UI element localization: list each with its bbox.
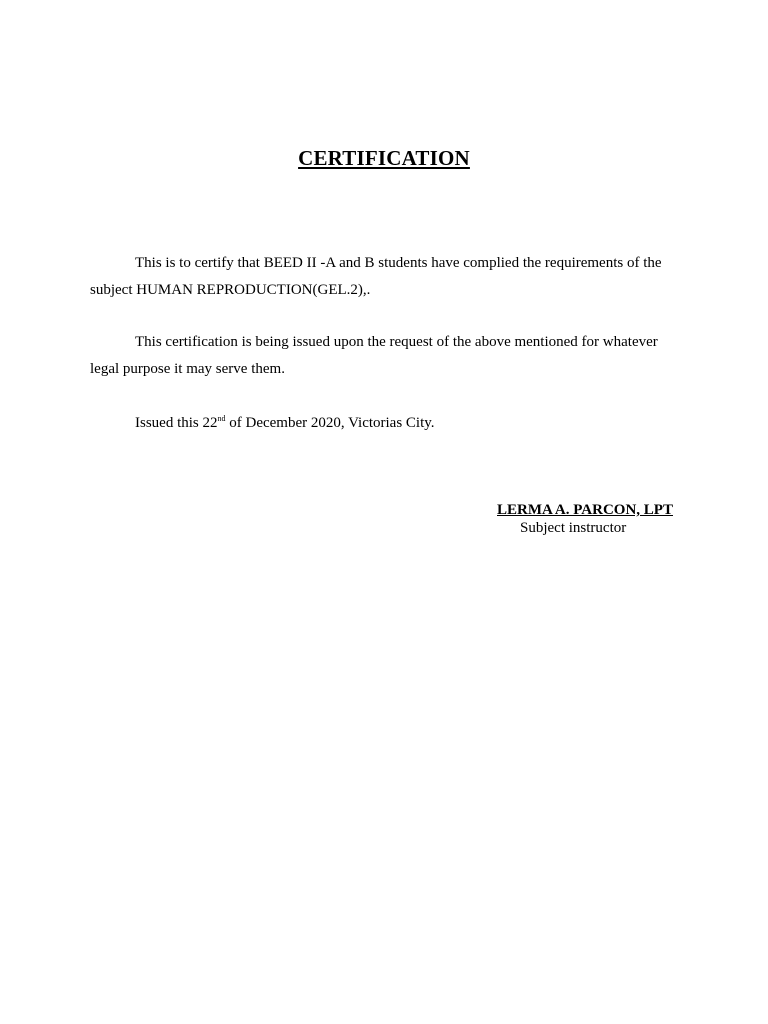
- issued-date-paragraph: [90, 410, 680, 437]
- paragraph-line: legal purpose it may serve them.: [90, 361, 285, 377]
- certification-paragraph: [90, 250, 680, 304]
- paragraph-line: subject HUMAN REPRODUCTION(GEL.2),.: [90, 282, 371, 298]
- ordinal-suffix: nd: [217, 414, 226, 423]
- paragraph-line: This certification is being issued upon the request of the above mentioned for whatever: [135, 334, 658, 350]
- purpose-paragraph: [90, 329, 680, 383]
- paragraph-line: This is to certify that BEED II -A and B students have complied the requirements of the: [135, 255, 662, 271]
- document-title: CERTIFICATION: [298, 146, 470, 170]
- issued-suffix: of December 2020, Victorias City.: [225, 415, 435, 431]
- signatory-title: Subject instructor: [520, 520, 627, 536]
- issued-prefix: Issued this 22: [135, 415, 218, 431]
- signatory-name: LERMA A. PARCON, LPT: [497, 502, 673, 518]
